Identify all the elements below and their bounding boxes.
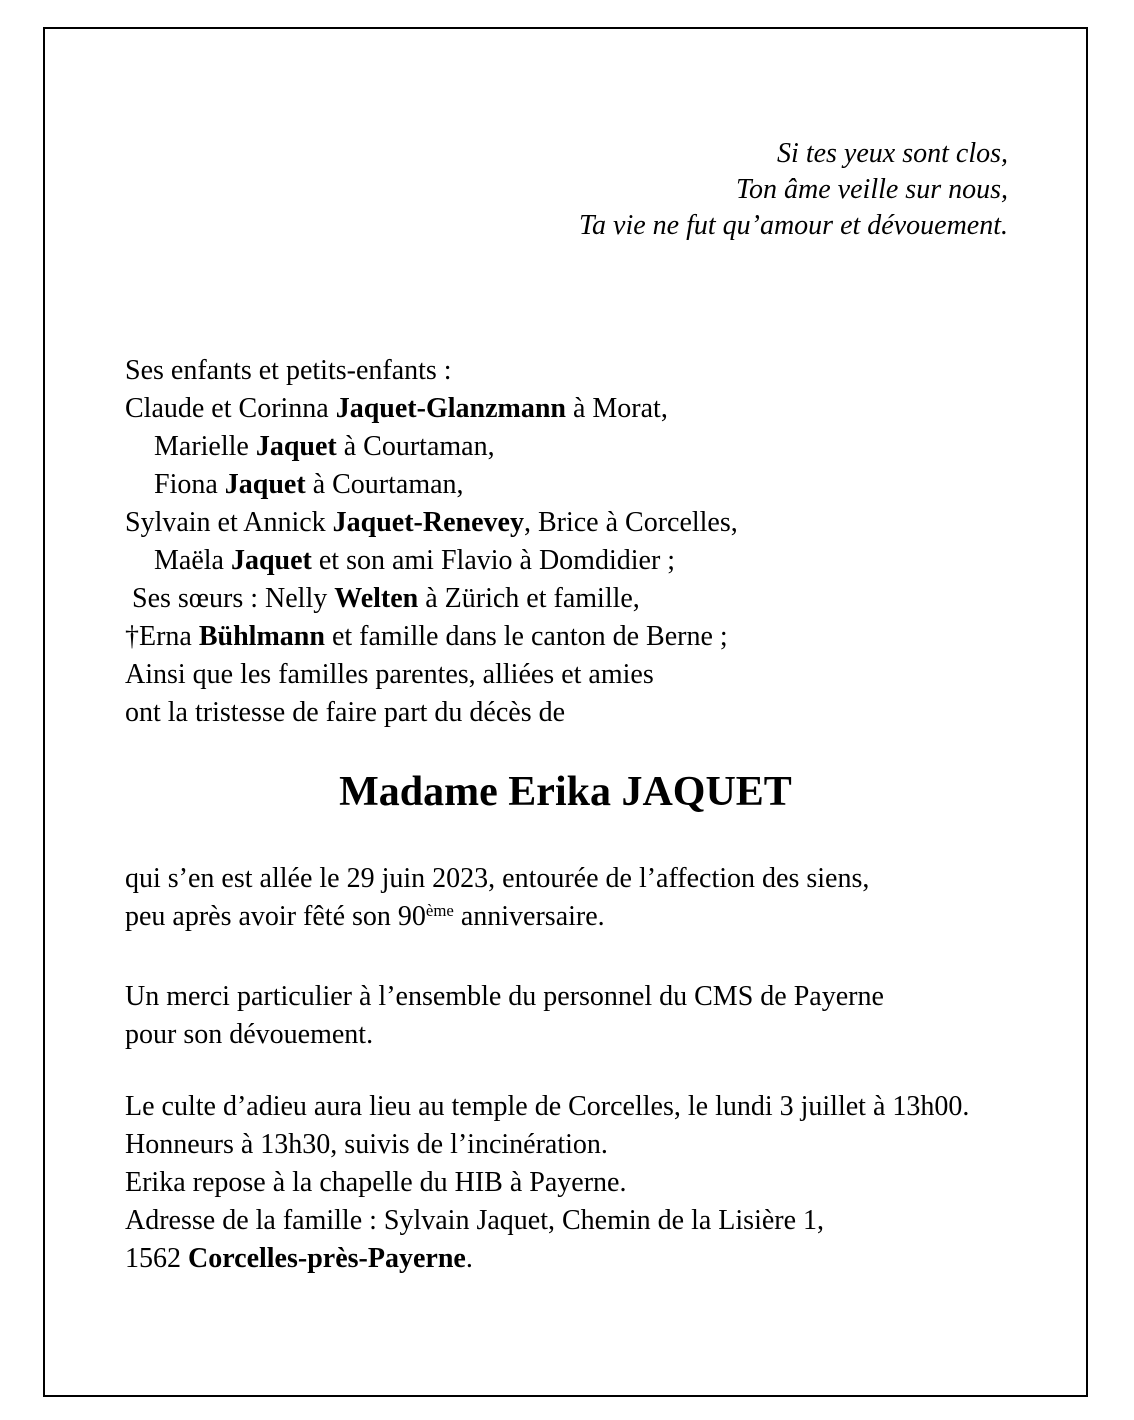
text-line — [125, 1202, 969, 1240]
text-line — [125, 1164, 969, 1202]
funeral-details-paragraph — [125, 1088, 969, 1278]
text-segment: Ton âme veille sur nous, — [736, 174, 1008, 205]
text-segment: à Courtaman, — [336, 431, 495, 462]
text-segment: qui s’en est allée le 29 juin 2023, entourée de l’affection des siens, — [125, 863, 870, 894]
text-line — [125, 542, 738, 580]
text-segment: †Erna — [125, 621, 199, 652]
text-segment: . — [465, 1243, 473, 1274]
text-segment: Ainsi que les familles parentes, alliées et amies — [125, 659, 654, 690]
text-segment: , Brice à Corcelles, — [523, 507, 738, 538]
text-line — [125, 352, 738, 390]
thanks-paragraph — [125, 978, 884, 1054]
text-line — [125, 428, 738, 466]
name-emphasis: Jaquet-Glanzmann — [335, 393, 566, 424]
text-line — [579, 136, 1008, 172]
name-emphasis: Jaquet — [255, 431, 337, 462]
text-segment: Maëla — [154, 545, 231, 576]
text-segment: Ta vie ne fut qu’amour et dévouement. — [579, 210, 1008, 241]
text-segment: Claude et Corinna — [125, 393, 336, 424]
text-segment: à Morat, — [565, 393, 668, 424]
text-segment: Fiona — [154, 469, 225, 500]
text-segment: pour son dévouement. — [125, 1019, 374, 1050]
death-details-paragraph — [125, 860, 869, 939]
text-segment: Un merci particulier à l’ensemble du personnel du CMS de Payerne — [125, 981, 884, 1012]
text-line — [125, 618, 738, 656]
text-segment: Si tes yeux sont clos, — [777, 138, 1008, 169]
text-line — [125, 390, 738, 428]
text-line — [125, 504, 738, 542]
text-line — [579, 208, 1008, 244]
name-emphasis: Jaquet — [224, 469, 306, 500]
text-line — [579, 172, 1008, 208]
text-segment: et son ami Flavio à Domdidier ; — [311, 545, 676, 576]
text-segment: peu après avoir fêté son 90 — [125, 901, 426, 932]
ordinal-superscript: ème — [425, 900, 454, 920]
name-emphasis: Bühlmann — [198, 621, 325, 652]
text-line — [125, 694, 738, 732]
name-emphasis: Jaquet — [230, 545, 312, 576]
text-segment: à Courtaman, — [305, 469, 464, 500]
text-segment: et famille dans le canton de Berne ; — [324, 621, 728, 652]
name-emphasis: Jaquet-Renevey — [332, 507, 524, 538]
text-segment: Adresse de la famille : Sylvain Jaquet, Chemin de la Lisière 1, — [125, 1205, 825, 1236]
text-segment: Honneurs à 13h30, suivis de l’incinération. — [125, 1129, 608, 1160]
text-line — [125, 1088, 969, 1126]
name-emphasis: Corcelles-près-Payerne — [188, 1243, 466, 1274]
text-segment: Erika repose à la chapelle du HIB à Payerne. — [125, 1167, 627, 1198]
text-segment: anniversaire. — [453, 901, 605, 932]
text-line — [125, 580, 738, 618]
text-line — [125, 466, 738, 504]
name-emphasis: Welten — [334, 583, 419, 614]
deceased-name-title: Madame Erika JAQUET — [339, 769, 792, 815]
text-segment: à Zürich et famille, — [418, 583, 640, 614]
text-segment: Le culte d’adieu aura lieu au temple de Corcelles, le lundi 3 juillet à 13h00. — [125, 1091, 970, 1122]
text-segment: 1562 — [125, 1243, 188, 1274]
text-line — [125, 898, 869, 939]
text-segment: Sylvain et Annick — [125, 507, 333, 538]
text-line — [125, 860, 869, 898]
text-segment: Ses enfants et petits-enfants : — [125, 355, 452, 386]
text-line — [125, 656, 738, 694]
text-line — [125, 978, 884, 1016]
family-list — [125, 352, 738, 732]
text-segment: Marielle — [154, 431, 256, 462]
memorial-verse — [579, 136, 1008, 244]
text-line — [125, 1126, 969, 1164]
text-segment: ont la tristesse de faire part du décès de — [125, 697, 566, 728]
text-line — [125, 1016, 884, 1054]
text-line — [125, 1240, 969, 1278]
text-segment: Ses sœurs : Nelly — [125, 583, 335, 614]
